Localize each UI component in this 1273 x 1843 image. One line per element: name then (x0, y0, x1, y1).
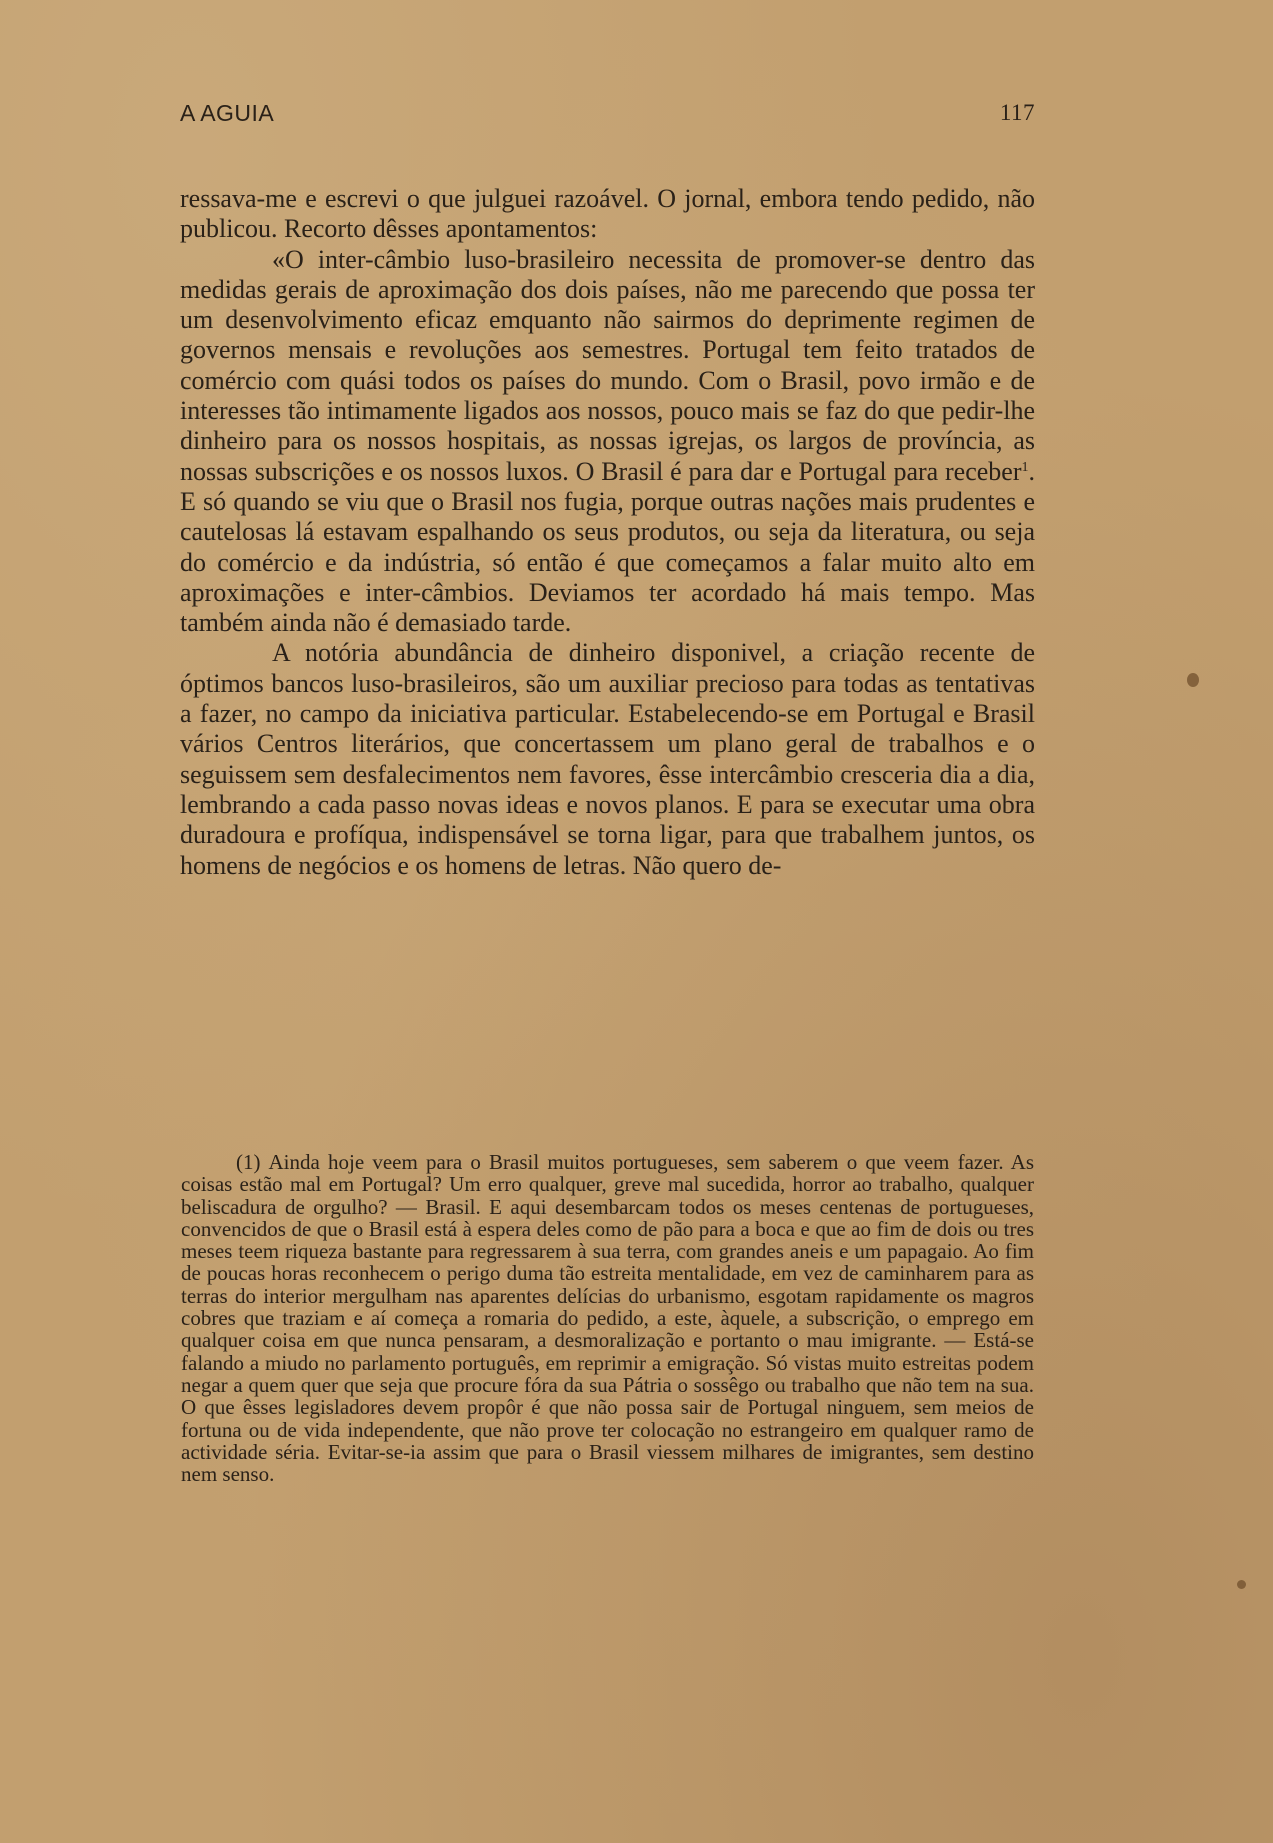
main-text (180, 184, 1035, 881)
paragraph-1: ressava-me e escrevi o que julguei razoável. O jornal, embora tendo pedido, não publicou. Recorto dêsses apontamentos: (180, 184, 1035, 244)
footnote-marker: (1) (236, 1150, 261, 1174)
page-number: 117 (999, 100, 1035, 125)
paragraph-2-part-2: . E só quando se viu que o Brasil nos fugia, porque outras nações mais prudentes e cautelosas lá estavam espalhando os seus produtos, ou seja da literatura, ou seja do comércio e da indústria, só então é que começamos a falar muito alto em aproximações e inter-câmbios. Deviamos ter acordado há mais tempo. Mas também ainda não é demasiado tarde. (180, 456, 1035, 638)
journal-title: A AGUIA (180, 100, 275, 126)
running-head (180, 100, 1035, 140)
paragraph-2-part-1: «O inter-câmbio luso-brasileiro necessita de promover-se dentro das medidas gerais de aproximação dos dois países, não me parecendo que possa ter um desenvolvimento eficaz emquanto não sairmos do deprimente regimen de governos mensais e revoluções aos semestres. Portugal tem feito tratados de comércio com quási todos os países do mundo. Com o Brasil, povo irmão e de interesses tão intimamente ligados aos nossos, pouco mais se faz do que pedir-lhe dinheiro para os nossos hospitais, as nossas igrejas, os largos de província, as nossas subscrições e os nossos luxos. O Brasil é para dar e Portugal para receber (180, 244, 1035, 486)
footnote (181, 1151, 1034, 1485)
footnote-paragraph (181, 1151, 1034, 1485)
paper-speck (1187, 673, 1199, 687)
paragraph-3: A notória abundância de dinheiro disponivel, a criação recente de óptimos bancos luso-brasileiros, são um auxiliar precioso para todas as tentativas a fazer, no campo da iniciativa particular. Estabelecendo-se em Portugal e Brasil vários Centros literários, que concertassem um plano geral de trabalhos e o seguissem sem desfalecimentos nem favores, êsse intercâmbio cresceria dia a dia, lembrando a cada passo novas ideas e novos planos. E para se executar uma obra duradoura e profíqua, indispensável se torna ligar, para que trabalhem juntos, os homens de negócios e os homens de letras. Não quero de- (180, 638, 1035, 880)
paragraph-2 (180, 245, 1035, 639)
paper-speck (1237, 1580, 1246, 1589)
footnote-reference: 1 (1021, 459, 1029, 475)
footnote-text: Ainda hoje veem para o Brasil muitos portugueses, sem saberem o que veem fazer. As coisas estão mal em Portugal? Um erro qualquer, greve mal sucedida, horror ao trabalho, qualquer beliscadura de orgulho? — Brasil. E aqui desembarcam todos os meses centenas de portugueses, convencidos de que o Brasil está à espera deles como de pão para a boca e que ao fim de dois ou tres meses teem riqueza bastante para regressarem à sua terra, com grandes aneis e um papagaio. Ao fim de poucas horas reconhecem o perigo duma tão estreita mentalidade, em vez de caminharem para as terras do interior mergulham nas aparentes delícias do urbanismo, esgotam rapidamente os magros cobres que traziam e aí começa a romaria do pedido, a este, àquele, a subscrição, o emprego em qualquer coisa em que nunca pensaram, a desmoralização e portanto o mau imigrante. — Está-se falando a miudo no parlamento português, em reprimir a emigração. Só vistas muito estreitas podem negar a quem quer que seja que procure fóra da sua Pátria o sossêgo ou trabalho que não tem na sua. O que êsses legisladores devem propôr é que não possa sair de Portugal ninguem, sem meios de fortuna ou de vida independente, que não prove ter colocação no estrangeiro em qualquer ramo de actividade séria. Evitar-se-ia assim que para o Brasil viessem milhares de imigrantes, sem destino nem senso. (181, 1150, 1034, 1487)
